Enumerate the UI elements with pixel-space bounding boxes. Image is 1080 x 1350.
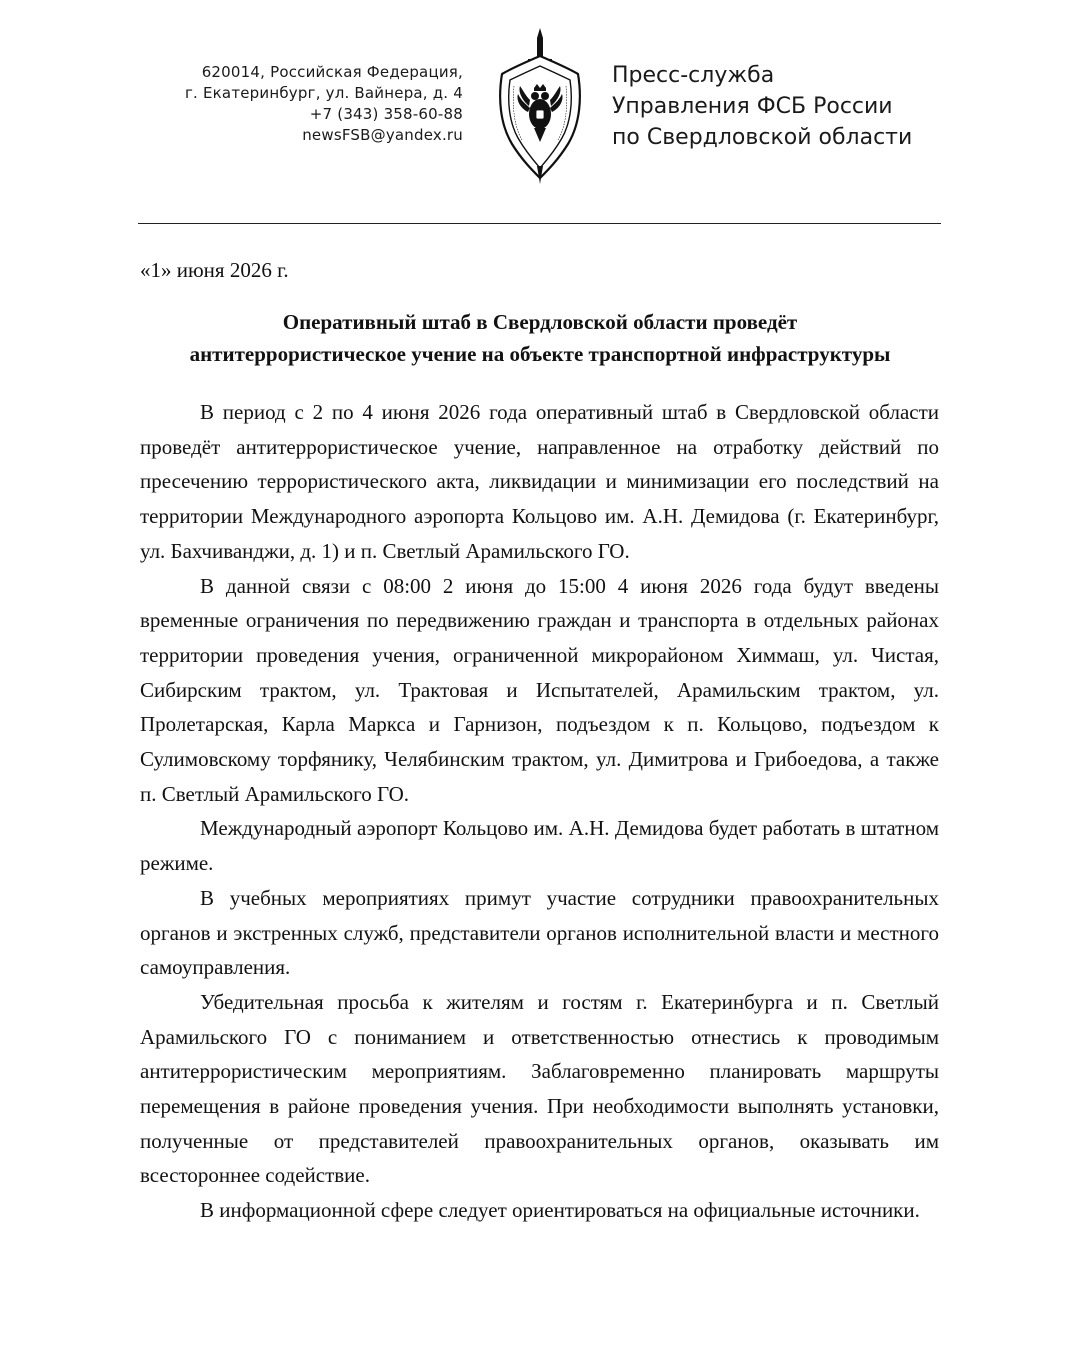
- body-paragraph-3: Международный аэропорт Кольцово им. А.Н. Демидова будет работать в штатном режиме.: [140, 816, 939, 876]
- document-title: [140, 306, 940, 370]
- service-name-line-3: по Свердловской области: [612, 125, 913, 150]
- service-name-line-1: Пресс-служба: [612, 63, 775, 88]
- letterhead: [0, 0, 1080, 200]
- contact-block: [185, 62, 463, 146]
- body-paragraph-6: В информационной сфере следует ориентироваться на официальные источники.: [200, 1198, 920, 1223]
- contact-phone: +7 (343) 358-60-88: [309, 105, 463, 123]
- body-paragraph-4: В учебных мероприятиях примут участие сотрудники правоохранительных органов и экстренных служб, представители органов исполнительной власти и местного самоуправления.: [140, 885, 939, 980]
- press-service-name: [612, 60, 912, 153]
- contact-address-line-2: г. Екатеринбург, ул. Вайнера, д. 4: [184, 84, 463, 102]
- service-name-line-2: Управления ФСБ России: [612, 94, 893, 119]
- fsb-shield-emblem-icon: [496, 26, 584, 184]
- body-paragraph-5: Убедительная просьба к жителям и гостям г. Екатеринбурга и п. Светлый Арамильского ГО с пониманием и ответственностью отнестись к проводимым антитеррористическим мероприятиям. Заблаговременно планировать маршруты перемещения в районе проведения учения. При необходимости выполнять установки, полученные от представителей правоохранительных органов, оказывать им всестороннее содействие.: [140, 989, 939, 1188]
- body-paragraph-1: В период с 2 по 4 июня 2026 года оперативный штаб в Свердловской области проведёт антитеррористическое учение, направленное на отработку действий по пресечению террористического акта, ликвидации и минимизации его последствий на территории Международного аэропорта Кольцово им. А.Н. Демидова (г. Екатеринбург, ул. Бахчиванджи, д. 1) и п. Светлый Арамильского ГО.: [140, 400, 939, 563]
- header-divider: [138, 223, 941, 224]
- document-date: «1» июня 2026 г.: [140, 258, 289, 282]
- title-line-2: антитеррористическое учение на объекте транспортной инфраструктуры: [189, 342, 891, 366]
- body-paragraph-2: В данной связи с 08:00 2 июня до 15:00 4 июня 2026 года будут введены временные ограничения по передвижению граждан и транспорта в отдельных районах территории проведения учения, ограниченной микрорайоном Химмаш, ул. Чистая, Сибирским трактом, ул. Трактовая и Испытателей, Арамильским трактом, ул. Пролетарская, Карла Маркса и Гарнизон, подъездом к п. Кольцово, подъездом к Сулимовскому торфянику, Челябинским трактом, ул. Димитрова и Грибоедова, а также п. Светлый Арамильского ГО.: [140, 573, 939, 806]
- contact-email: newsFSB@yandex.ru: [302, 126, 463, 144]
- title-line-1: Оперативный штаб в Свердловской области проведёт: [282, 310, 798, 334]
- document-body: [140, 395, 939, 1228]
- contact-address-line-1: 620014, Российская Федерация,: [201, 63, 463, 81]
